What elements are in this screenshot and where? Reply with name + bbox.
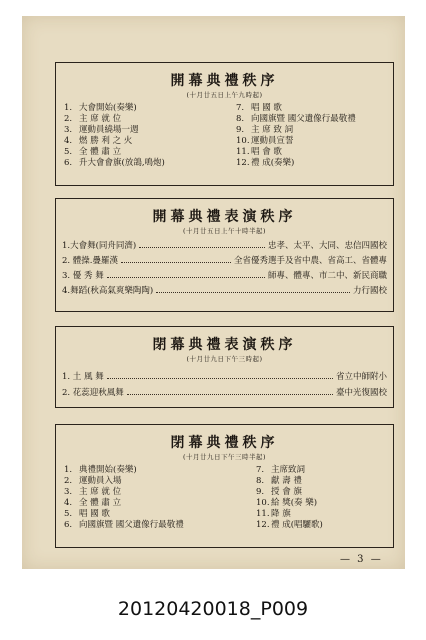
list-item: 4. 燃 勝 利 之 火: [64, 136, 133, 146]
list-item: 10.給 獎(奏 樂): [256, 498, 318, 508]
opening-ceremony-box: [55, 62, 394, 186]
image-caption: 20120420018_P009: [117, 598, 309, 620]
list-item: 5. 全 體 肅 立: [64, 147, 122, 157]
section-title: 閉幕典禮表演秩序: [152, 337, 297, 353]
list-item: 5. 唱 國 歌: [64, 509, 110, 519]
section-subtitle: (十月廿五日上午十時半起): [182, 227, 267, 235]
list-item: 1. 典禮開始(奏樂): [64, 465, 137, 475]
section-subtitle: (十月廿九日下午三時起): [186, 355, 263, 363]
list-item: 1. 大會開始(奏樂): [64, 103, 137, 113]
list-item: 12.禮 成(唱驪歌): [256, 520, 323, 530]
list-item: 7. 唱 國 歌: [236, 103, 282, 113]
list-item: 2. 主 席 就 位: [64, 114, 122, 124]
list-item: 10.運動員宣誓: [236, 136, 294, 146]
list-item: 2. 運動員入場: [64, 476, 122, 486]
section-title: 開幕典禮秩序: [170, 73, 279, 89]
section-title: 閉幕典禮秩序: [170, 435, 279, 451]
page-number: — 3 —: [340, 554, 383, 565]
section-subtitle: (十月廿九日下午三時半起): [182, 453, 267, 461]
program-row: 4.舞蹈(秋高氣爽樂陶陶) 力行國校: [62, 286, 387, 296]
section-title: 開幕典禮表演秩序: [152, 209, 297, 225]
list-item: 4. 全 體 肅 立: [64, 498, 122, 508]
list-item: 6. 向國旗暨 國父遺像行最敬禮: [64, 520, 184, 530]
list-item: 9. 授 會 旗: [256, 487, 302, 497]
list-item: 7. 主席致詞: [256, 465, 306, 475]
list-item: 9. 主 席 致 詞: [236, 125, 294, 135]
list-item: 3. 主 席 就 位: [64, 487, 122, 497]
program-row: 1. 土 風 舞 省立中師附小: [62, 372, 387, 382]
closing-ceremony-box: [55, 424, 394, 548]
opening-performance-box: [55, 198, 394, 312]
list-item: 11.降 旗: [256, 509, 291, 519]
program-row: 2. 體操.疊羅漢 全省優秀選手及省中農、省高工、省體專: [62, 256, 387, 266]
program-row: 3. 優 秀 舞 師專、體專、市二中、新民商職: [62, 271, 387, 281]
section-subtitle: (十月廿五日上午九時起): [186, 91, 263, 99]
program-row: 2. 花蕊迎秋風舞 臺中光復國校: [62, 388, 387, 398]
document-page: [22, 16, 405, 569]
list-item: 11.唱 會 歌: [236, 147, 282, 157]
list-item: 3. 運動員繞場一週: [64, 125, 139, 135]
program-row: 1.大會舞(同舟同濟) 忠孝、太平、大同、忠信四國校: [62, 241, 387, 251]
list-item: 6. 升大會會旗(放鴿,鳴炮): [64, 158, 165, 168]
list-item: 12.禮 成(奏樂): [236, 158, 295, 168]
list-item: 8. 獻 壽 禮: [256, 476, 302, 486]
list-item: 8. 向國旗暨 國父遺像行最敬禮: [236, 114, 356, 124]
closing-performance-box: [55, 326, 394, 408]
